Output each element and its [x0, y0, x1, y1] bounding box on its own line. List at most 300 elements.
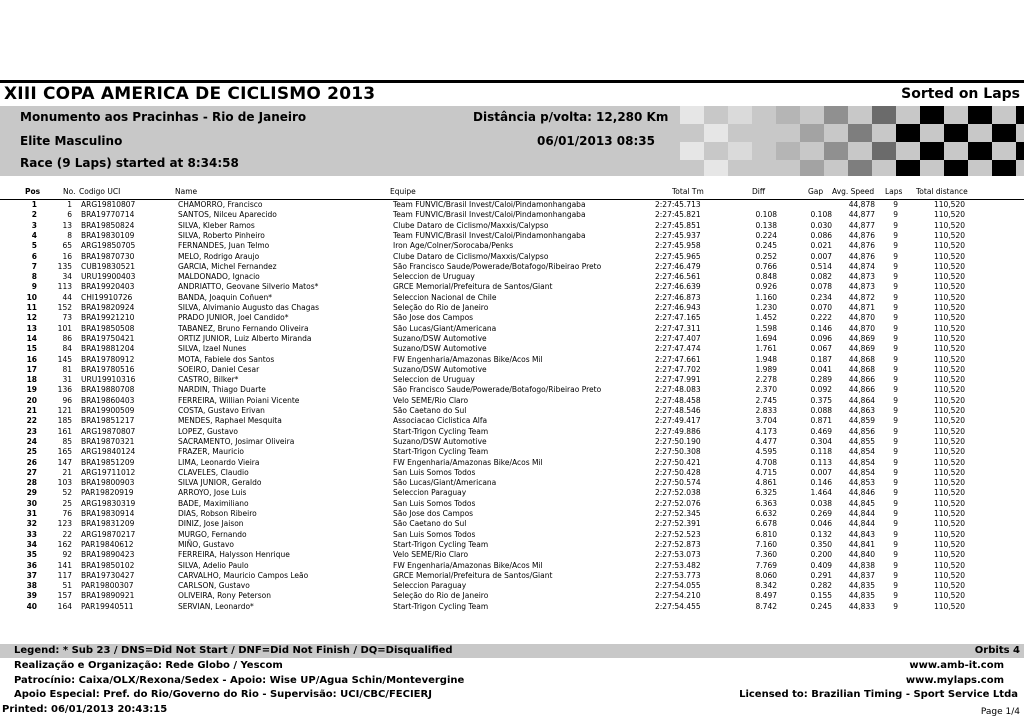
cell-gap: 0.070	[810, 303, 832, 312]
cell-speed: 44,835	[848, 581, 875, 591]
cell-team: Associacao Ciclistica Alfa	[393, 416, 488, 426]
datetime-label: 06/01/2013 08:35	[537, 134, 655, 148]
cell-speed: 44,871	[848, 303, 875, 312]
flag-square	[992, 160, 1016, 176]
sort-label: Sorted on Laps	[901, 86, 1020, 102]
cell-distance: 110,520	[933, 241, 965, 251]
cell-gap: 0.304	[810, 436, 832, 446]
cell-total: 2:27:48.458	[655, 395, 701, 405]
cell-diff: 1.948	[755, 354, 777, 364]
cell-no: 165	[57, 447, 72, 457]
cell-speed: 44,856	[848, 426, 875, 436]
table-row	[0, 530, 1024, 540]
cell-gap: 0.082	[810, 272, 832, 282]
cell-no: 103	[57, 478, 72, 488]
cell-laps: 9	[893, 251, 898, 261]
cell-diff: 0.252	[755, 251, 777, 261]
cell-laps: 9	[893, 313, 898, 323]
flag-square	[752, 124, 776, 142]
cell-distance: 110,520	[933, 581, 965, 591]
cell-total: 2:27:52.038	[655, 488, 701, 498]
cell-name: FERREIRA, Willian Poiani Vicente	[178, 395, 300, 405]
cell-total: 2:27:53.073	[655, 550, 701, 560]
cell-gap: 0.350	[810, 539, 832, 549]
table-row	[0, 447, 1024, 457]
cell-distance: 110,520	[933, 230, 965, 240]
flag-square	[776, 142, 800, 160]
cell-uci: ARG19870217	[81, 529, 136, 539]
flag-square	[896, 124, 920, 142]
cell-pos: 22	[26, 416, 37, 426]
cell-distance: 110,520	[933, 467, 965, 477]
cell-gap: 0.021	[810, 241, 832, 251]
cell-uci: CUB19830521	[81, 261, 136, 271]
cell-no: 185	[57, 416, 72, 426]
cell-total: 2:27:50.421	[655, 457, 701, 467]
cell-no: 135	[57, 261, 72, 271]
cell-no: 73	[62, 313, 72, 323]
cell-no: 65	[62, 241, 72, 251]
cell-total: 2:27:47.165	[655, 313, 701, 323]
cell-gap: 0.187	[810, 354, 832, 364]
cell-team: Start-Trigon Cycling Team	[393, 447, 489, 457]
cell-pos: 37	[26, 570, 37, 580]
cell-team: GRCE Memorial/Prefeitura de Santos/Giant	[393, 282, 553, 292]
cell-total: 2:27:54.210	[655, 591, 701, 601]
cell-speed: 44,872	[848, 292, 875, 302]
flag-square	[1016, 142, 1024, 160]
cell-total: 2:27:54.455	[655, 601, 701, 611]
table-row	[0, 478, 1024, 488]
cell-diff: 2.278	[755, 375, 777, 385]
cell-pos: 5	[31, 241, 37, 251]
cell-speed: 44,853	[848, 478, 875, 488]
cell-no: 51	[62, 581, 72, 591]
cell-gap: 0.282	[810, 581, 832, 591]
table-row	[0, 488, 1024, 498]
cell-total: 2:27:52.523	[655, 529, 701, 539]
cell-team: Seleccion Paraguay	[393, 581, 467, 591]
cell-laps: 9	[893, 364, 898, 374]
cell-gap: 0.007	[810, 251, 832, 261]
cell-name: BADE, Maximiliano	[178, 498, 249, 508]
cell-uci: BRA19750421	[81, 333, 135, 343]
cell-total: 2:27:50.190	[655, 436, 701, 446]
table-row	[0, 427, 1024, 437]
cell-laps: 9	[893, 570, 898, 580]
cell-pos: 26	[26, 457, 37, 467]
table-row	[0, 509, 1024, 519]
cell-gap: 0.269	[810, 509, 832, 518]
cell-no: 81	[62, 364, 72, 374]
cell-total: 2:27:52.345	[655, 509, 701, 518]
cell-team: FW Engenharia/Amazonas Bike/Acos Mil	[393, 457, 543, 467]
cell-team: Seleção do Rio de Janeiro	[393, 591, 489, 601]
cell-distance: 110,520	[933, 375, 965, 385]
cell-no: 101	[57, 323, 72, 333]
cell-distance: 110,520	[933, 498, 965, 508]
cell-distance: 110,520	[933, 529, 965, 539]
cell-distance: 110,520	[933, 539, 965, 549]
cell-team: São Caetano do Sul	[393, 519, 467, 529]
cell-uci: ARG19870807	[81, 426, 136, 436]
cell-gap: 0.046	[810, 519, 832, 529]
col-laps: Laps	[885, 187, 903, 196]
col-distance: Total distance	[916, 187, 968, 196]
cell-laps: 9	[893, 292, 898, 302]
table-row	[0, 591, 1024, 601]
cell-pos: 8	[31, 272, 37, 282]
cell-name: SILVA JUNIOR, Geraldo	[178, 478, 262, 488]
cell-distance: 110,520	[933, 333, 965, 343]
col-uci: Codigo UCI	[79, 187, 121, 196]
cell-name: SILVA, Adelio Paulo	[178, 560, 249, 570]
table-header	[0, 187, 1024, 200]
cell-gap: 0.007	[810, 467, 832, 477]
cell-team: Suzano/DSW Automotive	[393, 364, 487, 374]
cell-total: 2:27:46.639	[655, 282, 701, 292]
cell-uci: PAR19800307	[81, 581, 134, 591]
cell-diff: 7.769	[755, 560, 777, 570]
cell-diff: 0.108	[755, 210, 777, 220]
cell-name: OLIVEIRA, Rony Peterson	[178, 591, 271, 601]
cell-no: 6	[67, 210, 72, 220]
cell-name: GARCIA, Michel Fernandez	[178, 261, 277, 271]
mylaps-link[interactable]: www.mylaps.com	[905, 675, 1004, 686]
cell-speed: 44,854	[848, 457, 875, 467]
cell-uci: BRA19851209	[81, 457, 135, 467]
cell-distance: 110,520	[933, 601, 965, 611]
flag-square	[968, 106, 992, 124]
table-row	[0, 499, 1024, 509]
cell-distance: 110,520	[933, 436, 965, 446]
cell-team: Seleccion Nacional de Chile	[393, 292, 497, 302]
cell-total: 2:27:53.482	[655, 560, 701, 570]
cell-no: 162	[57, 539, 72, 549]
cell-speed: 44,840	[848, 550, 875, 560]
cell-team: Suzano/DSW Automotive	[393, 436, 487, 446]
cell-no: 141	[57, 560, 72, 570]
cell-name: LIMA, Leonardo Vieira	[178, 457, 260, 467]
cell-laps: 9	[893, 581, 898, 591]
cell-pos: 21	[26, 406, 37, 415]
cell-pos: 27	[26, 467, 37, 477]
cell-laps: 9	[893, 261, 898, 271]
cell-no: 22	[62, 529, 72, 539]
table-row	[0, 303, 1024, 313]
page-title: XIII COPA AMERICA DE CICLISMO 2013	[4, 84, 376, 104]
cell-team: FW Engenharia/Amazonas Bike/Acos Mil	[393, 354, 543, 364]
cell-pos: 2	[31, 210, 37, 220]
cell-total: 2:27:47.474	[655, 344, 701, 354]
cell-team: Suzano/DSW Automotive	[393, 344, 487, 354]
cell-name: MOTA, Fabiele dos Santos	[178, 354, 275, 364]
cell-distance: 110,520	[933, 560, 965, 570]
cell-uci: ARG19850705	[81, 241, 136, 251]
cell-gap: 0.030	[810, 220, 832, 230]
cell-no: 85	[62, 436, 72, 446]
cell-diff: 6.325	[755, 488, 777, 498]
cell-total: 2:27:54.055	[655, 581, 701, 591]
flag-square	[824, 142, 848, 160]
cell-speed: 44,859	[848, 416, 875, 426]
cell-team: San Luis Somos Todos	[393, 498, 476, 508]
cell-diff: 4.173	[755, 426, 777, 436]
cell-gap: 0.469	[810, 426, 832, 436]
cell-gap: 0.289	[810, 375, 832, 385]
cell-name: BANDA, Joaquin Coñuen*	[178, 292, 273, 302]
cell-name: COSTA, Gustavo Erivan	[178, 406, 265, 415]
cell-name: PRADO JUNIOR, Joel Candido*	[178, 313, 289, 323]
cell-pos: 18	[26, 375, 37, 385]
cell-total: 2:27:48.083	[655, 385, 701, 395]
cell-laps: 9	[893, 478, 898, 488]
cell-uci: URU19900403	[81, 272, 136, 282]
cell-laps: 9	[893, 560, 898, 570]
cell-diff: 8.342	[755, 581, 777, 591]
cell-gap: 1.464	[810, 488, 832, 498]
cell-laps: 9	[893, 303, 898, 312]
table-row	[0, 375, 1024, 385]
flag-square	[704, 160, 728, 176]
cell-speed: 44,844	[848, 519, 875, 529]
cell-pos: 1	[31, 200, 37, 209]
cell-name: ANDRIATTO, Geovane Silverio Matos*	[178, 282, 319, 292]
cell-diff: 1.761	[755, 344, 777, 354]
cell-speed: 44,876	[848, 241, 875, 251]
cell-gap: 0.409	[810, 560, 832, 570]
cell-laps: 9	[893, 457, 898, 467]
table-row	[0, 210, 1024, 220]
legend-bar	[0, 644, 1024, 658]
cell-distance: 110,520	[933, 200, 965, 209]
cell-speed: 44,868	[848, 354, 875, 364]
cell-no: 84	[62, 344, 72, 354]
cell-pos: 38	[26, 581, 37, 591]
flag-square	[776, 106, 800, 124]
cell-speed: 44,874	[848, 261, 875, 271]
cell-total: 2:27:50.574	[655, 478, 701, 488]
cell-speed: 44,855	[848, 436, 875, 446]
amb-link[interactable]: www.amb-it.com	[909, 660, 1004, 671]
cell-uci: ARG19810807	[81, 200, 136, 209]
cell-pos: 9	[31, 282, 37, 292]
cell-gap: 0.146	[810, 323, 832, 333]
table-row	[0, 468, 1024, 478]
cell-gap: 0.375	[810, 395, 832, 405]
table-row	[0, 241, 1024, 251]
cell-diff: 8.742	[755, 601, 777, 611]
cell-no: 136	[57, 385, 72, 395]
cell-total: 2:27:46.479	[655, 261, 701, 271]
cell-diff: 4.595	[755, 447, 777, 457]
cell-no: 145	[57, 354, 72, 364]
flag-square	[752, 160, 776, 176]
flag-square	[920, 106, 944, 124]
cell-gap: 0.041	[810, 364, 832, 374]
cell-diff: 1.694	[755, 333, 777, 343]
cell-uci: BRA19851217	[81, 416, 135, 426]
cell-speed: 44,866	[848, 385, 875, 395]
cell-no: 76	[62, 509, 72, 518]
cell-laps: 9	[893, 436, 898, 446]
cell-team: Team FUNVIC/Brasil Invest/Caloi/Pindamonhangaba	[393, 230, 586, 240]
cell-pos: 34	[26, 539, 37, 549]
col-name: Name	[175, 187, 198, 196]
cell-uci: BRA19881204	[81, 344, 135, 354]
cell-team: GRCE Memorial/Prefeitura de Santos/Giant	[393, 570, 553, 580]
cell-no: 123	[57, 519, 72, 529]
cell-gap: 0.155	[810, 591, 832, 601]
cell-laps: 9	[893, 426, 898, 436]
cell-laps: 9	[893, 282, 898, 292]
cell-gap: 0.078	[810, 282, 832, 292]
flag-square	[824, 106, 848, 124]
orbits-label: Orbits 4	[974, 645, 1020, 656]
flag-square	[992, 124, 1016, 142]
cell-gap: 0.088	[810, 406, 832, 415]
cell-gap: 0.086	[810, 230, 832, 240]
cell-laps: 9	[893, 488, 898, 498]
cell-laps: 9	[893, 539, 898, 549]
flag-square	[872, 106, 896, 124]
cell-gap: 0.200	[810, 550, 832, 560]
cell-diff: 1.989	[755, 364, 777, 374]
cell-distance: 110,520	[933, 364, 965, 374]
cell-name: ORTIZ JUNIOR, Luiz Alberto Miranda	[178, 333, 312, 343]
cell-gap: 0.291	[810, 570, 832, 580]
cell-gap: 0.108	[810, 210, 832, 220]
cell-uci: BRA19830109	[81, 230, 135, 240]
flag-square	[872, 142, 896, 160]
distance-label: Distância p/volta: 12,280 Km	[473, 110, 669, 124]
table-row	[0, 437, 1024, 447]
cell-distance: 110,520	[933, 292, 965, 302]
table-row	[0, 293, 1024, 303]
cell-uci: BRA19830914	[81, 509, 135, 518]
cell-pos: 17	[26, 364, 37, 374]
cell-laps: 9	[893, 200, 898, 209]
cell-diff: 4.861	[755, 478, 777, 488]
cell-speed: 44,838	[848, 560, 875, 570]
cell-distance: 110,520	[933, 313, 965, 323]
flag-square	[1016, 106, 1024, 124]
cell-laps: 9	[893, 241, 898, 251]
cell-laps: 9	[893, 323, 898, 333]
cell-diff: 8.060	[755, 570, 777, 580]
cell-team: FW Engenharia/Amazonas Bike/Acos Mil	[393, 560, 543, 570]
cell-name: DINIZ, Jose Jaison	[178, 519, 244, 529]
cell-diff: 8.497	[755, 591, 777, 601]
table-row	[0, 561, 1024, 571]
cell-no: 25	[62, 498, 72, 508]
cell-gap: 0.113	[810, 457, 832, 467]
cell-diff: 6.810	[755, 529, 777, 539]
cell-distance: 110,520	[933, 251, 965, 261]
table-row	[0, 365, 1024, 375]
cell-laps: 9	[893, 375, 898, 385]
cell-speed: 44,846	[848, 488, 875, 498]
col-speed: Avg. Speed	[832, 187, 875, 196]
cell-distance: 110,520	[933, 220, 965, 230]
table-row	[0, 313, 1024, 323]
cell-speed: 44,878	[848, 200, 875, 209]
cell-laps: 9	[893, 519, 898, 529]
table-row	[0, 550, 1024, 560]
cell-total: 2:27:50.428	[655, 467, 701, 477]
cell-gap: 0.092	[810, 385, 832, 395]
cell-diff: 4.715	[755, 467, 777, 477]
cell-pos: 11	[26, 303, 37, 312]
cell-total: 2:27:52.391	[655, 519, 701, 529]
col-gap: Gap	[808, 187, 824, 196]
cell-pos: 10	[26, 292, 37, 302]
table-row	[0, 355, 1024, 365]
table-row	[0, 416, 1024, 426]
cell-speed: 44,876	[848, 251, 875, 261]
cell-no: 121	[57, 406, 72, 415]
flag-square	[848, 124, 872, 142]
page-number: Page 1/4	[980, 707, 1020, 717]
cell-team: Start-Trigon Cycling Team	[393, 426, 489, 436]
table-row	[0, 540, 1024, 550]
sponsor-text: Patrocínio: Caixa/OLX/Rexona/Sedex - Apoio: Wise UP/Agua Schin/Montevergine	[14, 675, 465, 686]
cell-pos: 3	[31, 220, 37, 230]
organization-text: Realização e Organização: Rede Globo / Yescom	[14, 660, 283, 671]
cell-uci: PAR19820919	[81, 488, 134, 498]
cell-total: 2:27:52.873	[655, 539, 701, 549]
cell-diff: 6.678	[755, 519, 777, 529]
cell-total: 2:27:53.773	[655, 570, 701, 580]
cell-pos: 13	[26, 323, 37, 333]
cell-pos: 36	[26, 560, 37, 570]
cell-uci: BRA19920403	[81, 282, 135, 292]
cell-name: MALDONADO, Ignacio	[178, 272, 260, 282]
cell-no: 34	[62, 272, 72, 282]
col-pos: Pos	[25, 187, 41, 196]
cell-speed: 44,864	[848, 395, 875, 405]
cell-team: Iron Age/Colner/Sorocaba/Penks	[393, 241, 514, 251]
cell-no: 21	[62, 467, 72, 477]
cell-uci: BRA19831209	[81, 519, 135, 529]
header-rule	[0, 80, 1024, 83]
cell-gap: 0.038	[810, 498, 832, 508]
cell-uci: BRA19850824	[81, 220, 135, 230]
table-row	[0, 406, 1024, 416]
cell-uci: BRA19921210	[81, 313, 135, 323]
cell-uci: BRA19850508	[81, 323, 135, 333]
cell-gap: 0.096	[810, 333, 832, 343]
cell-speed: 44,877	[848, 220, 875, 230]
flag-square	[680, 142, 704, 160]
cell-uci: BRA19900509	[81, 406, 135, 415]
cell-pos: 25	[26, 447, 37, 457]
cell-no: 117	[57, 570, 72, 580]
race-start-label: Race (9 Laps) started at 8:34:58	[20, 156, 239, 170]
cell-distance: 110,520	[933, 570, 965, 580]
cell-uci: BRA19890921	[81, 591, 135, 601]
table-row	[0, 396, 1024, 406]
cell-total: 2:27:46.873	[655, 292, 701, 302]
cell-diff: 0.848	[755, 272, 777, 282]
cell-name: SILVA, Kleber Ramos	[178, 220, 255, 230]
cell-diff: 1.160	[755, 292, 777, 302]
cell-name: SACRAMENTO, Josimar Oliveira	[178, 436, 295, 446]
cell-speed: 44,833	[848, 601, 875, 611]
cell-diff: 2.833	[755, 406, 777, 415]
cell-gap: 0.222	[810, 313, 832, 323]
cell-total: 2:27:49.417	[655, 416, 701, 426]
